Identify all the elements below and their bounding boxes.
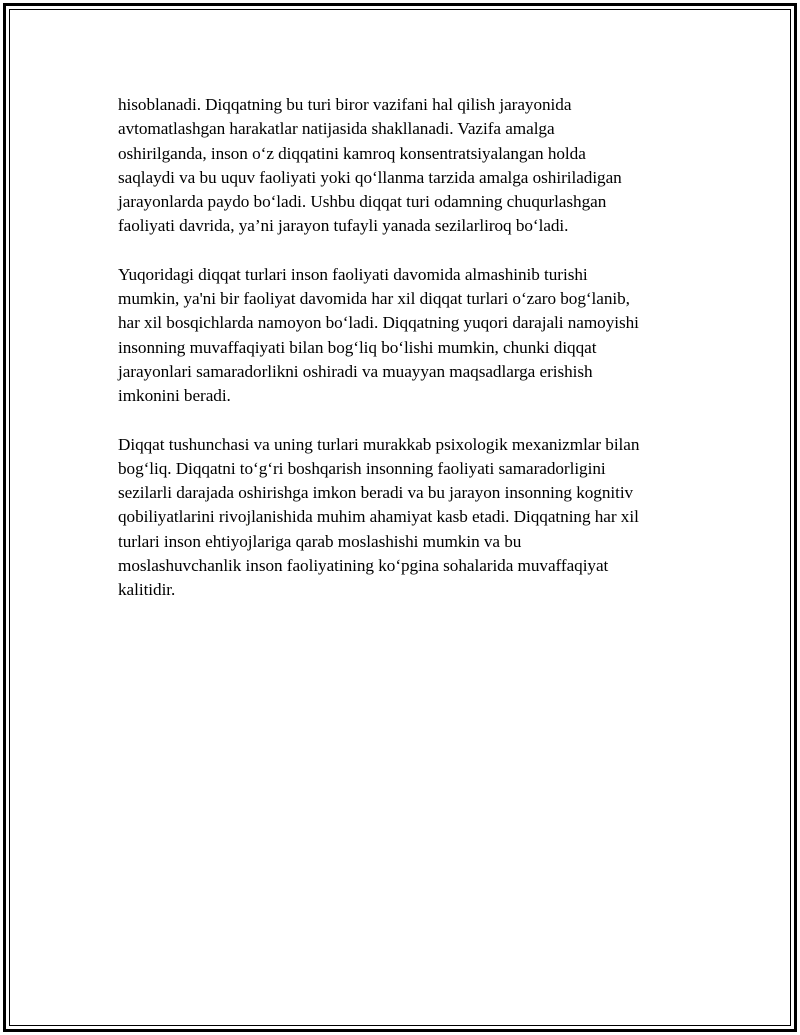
paragraph-3: Diqqat tushunchasi va uning turlari murakkab psixologik mexanizmlar bilan bog‘liq. Diqqatni to‘g‘ri boshqarish insonning faoliyati samaradorligini sezilarli darajada oshirishga imkon beradi va bu jarayon insonning kognitiv qobiliyatlarini rivojlanishida muhim ahamiyat kasb etadi. Diqqatning har xil turlari inson ehtiyojlariga qarab moslashishi mumkin va bu moslashuvchanlik inson faoliyatining ko‘pgina sohalarida muvaffaqiyat kalitidir. [118, 434, 640, 600]
document-body [118, 93, 698, 627]
paragraph-2: Yuqoridagi diqqat turlari inson faoliyati davomida almashinib turishi mumkin, ya'ni bir faoliyat davomida har xil diqqat turlari o‘zaro bog‘lanib, har xil bosqichlarda namoyon bo‘ladi. Diqqatning yuqori darajali namoyishi insonning muvaffaqiyati bilan bog‘liq bo‘lishi mumkin, chunki diqqat jarayonlari samaradorlikni oshiradi va muayyan maqsadlarga erishish imkonini beradi. [118, 264, 639, 406]
paragraph-1: hisoblanadi. Diqqatning bu turi biror vazifani hal qilish jarayonida avtomatlashgan harakatlar natijasida shakllanadi. Vazifa amalga oshirilganda, inson o‘z diqqatini kamroq konsentratsiyalangan holda saqlaydi va bu uquv faoliyati yoki qo‘llanma tarzida amalga oshiriladigan jarayonlarda paydo bo‘ladi. Ushbu diqqat turi odamning chuqurlashgan faoliyati davrida, ya’ni jarayon tufayli yanada sezilarliroq bo‘ladi. [118, 95, 622, 236]
